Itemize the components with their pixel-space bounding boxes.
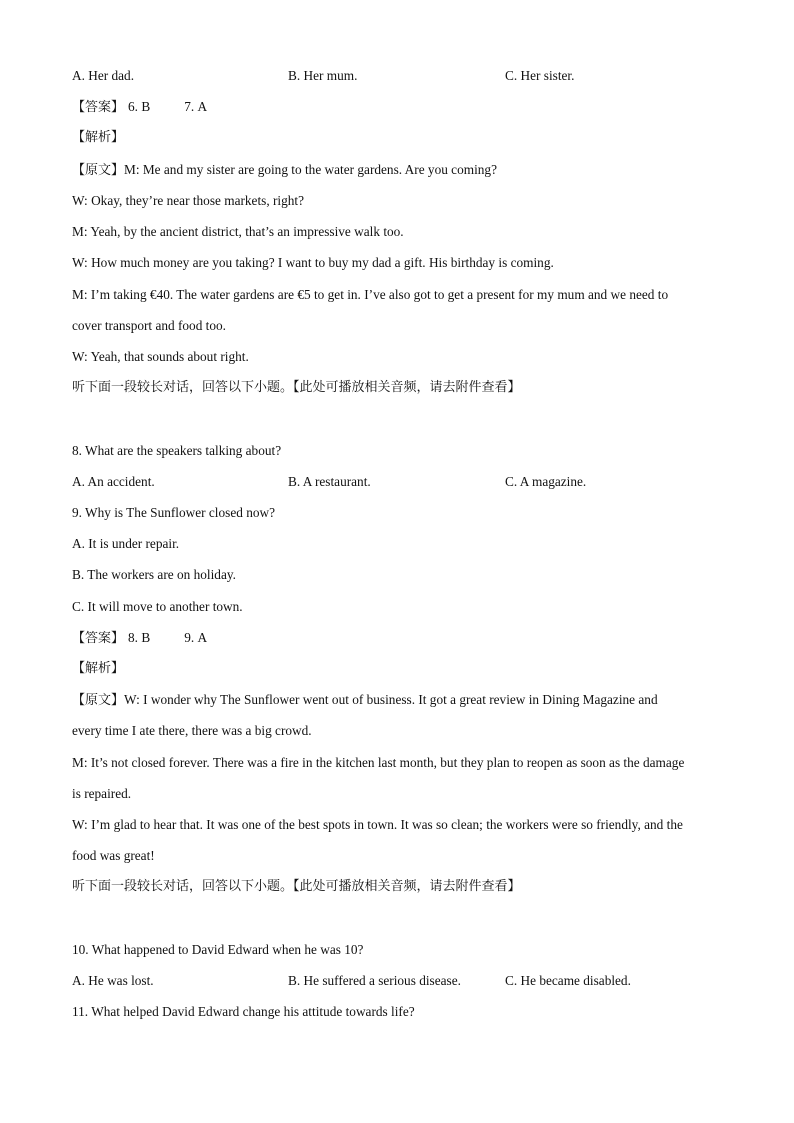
answer-label: 【答案】: [72, 631, 125, 646]
transcript-line: food was great!: [72, 848, 155, 863]
transcript-line: 【原文】W: I wonder why The Sunflower went out of business. It got a great review in Dining Magazine and: [72, 692, 658, 708]
transcript-line: 【原文】M: Me and my sister are going to the water gardens. Are you coming?: [72, 162, 497, 178]
answer-line: [72, 630, 207, 647]
transcript-line: W: Yeah, that sounds about right.: [72, 349, 249, 364]
transcript-line: M: Yeah, by the ancient district, that’s an impressive walk too.: [72, 224, 404, 239]
transcript-line: cover transport and food too.: [72, 318, 226, 333]
option-b: B. A restaurant.: [288, 474, 371, 489]
option-b: B. The workers are on holiday.: [72, 567, 236, 582]
option-a: A. Her dad.: [72, 68, 135, 83]
transcript-line: is repaired.: [72, 786, 132, 801]
answer-9: 9. A: [184, 630, 208, 645]
option-b: B. He suffered a serious disease.: [288, 973, 461, 988]
answer-label: 【答案】: [72, 100, 125, 115]
option-a: A. He was lost.: [72, 973, 154, 988]
transcript-line: every time I ate there, there was a big crowd.: [72, 723, 312, 738]
transcript-label: 【原文】: [72, 693, 125, 708]
question-11: 11. What helped David Edward change his attitude towards life?: [72, 1004, 415, 1019]
option-c: C. It will move to another town.: [72, 599, 243, 614]
option-a: A. An accident.: [72, 474, 155, 489]
option-a: A. It is under repair.: [72, 536, 180, 551]
answer-8: 8. B: [128, 630, 151, 645]
transcript-line: W: How much money are you taking? I want to buy my dad a gift. His birthday is coming.: [72, 255, 554, 270]
listening-instruction: 听下面一段较长对话，回答以下小题。【此处可播放相关音频，请去附件查看】: [72, 380, 521, 395]
question-10: 10. What happened to David Edward when he was 10?: [72, 942, 364, 957]
answer-line: [72, 99, 207, 116]
analysis-label: 【解析】: [72, 661, 125, 676]
transcript-line: M: It’s not closed forever. There was a fire in the kitchen last month, but they plan to reopen as soon as the damage: [72, 755, 685, 770]
transcript-line: M: I’m taking €40. The water gardens are €5 to get in. I’ve also got to get a present for my mum and we need to: [72, 287, 669, 302]
question-9: 9. Why is The Sunflower closed now?: [72, 505, 275, 520]
answer-7: 7. A: [184, 99, 208, 114]
option-c: C. He became disabled.: [505, 973, 631, 988]
transcript-line: W: I’m glad to hear that. It was one of the best spots in town. It was so clean; the workers were so friendly, and the: [72, 817, 683, 832]
analysis-label: 【解析】: [72, 130, 125, 145]
listening-instruction: 听下面一段较长对话，回答以下小题。【此处可播放相关音频，请去附件查看】: [72, 879, 521, 894]
option-b: B. Her mum.: [288, 68, 358, 83]
option-c: C. Her sister.: [505, 68, 575, 83]
option-c: C. A magazine.: [505, 474, 587, 489]
transcript-label: 【原文】: [72, 163, 125, 178]
question-8: 8. What are the speakers talking about?: [72, 443, 282, 458]
transcript-line: W: Okay, they’re near those markets, right?: [72, 193, 304, 208]
answer-6: 6. B: [128, 99, 151, 114]
